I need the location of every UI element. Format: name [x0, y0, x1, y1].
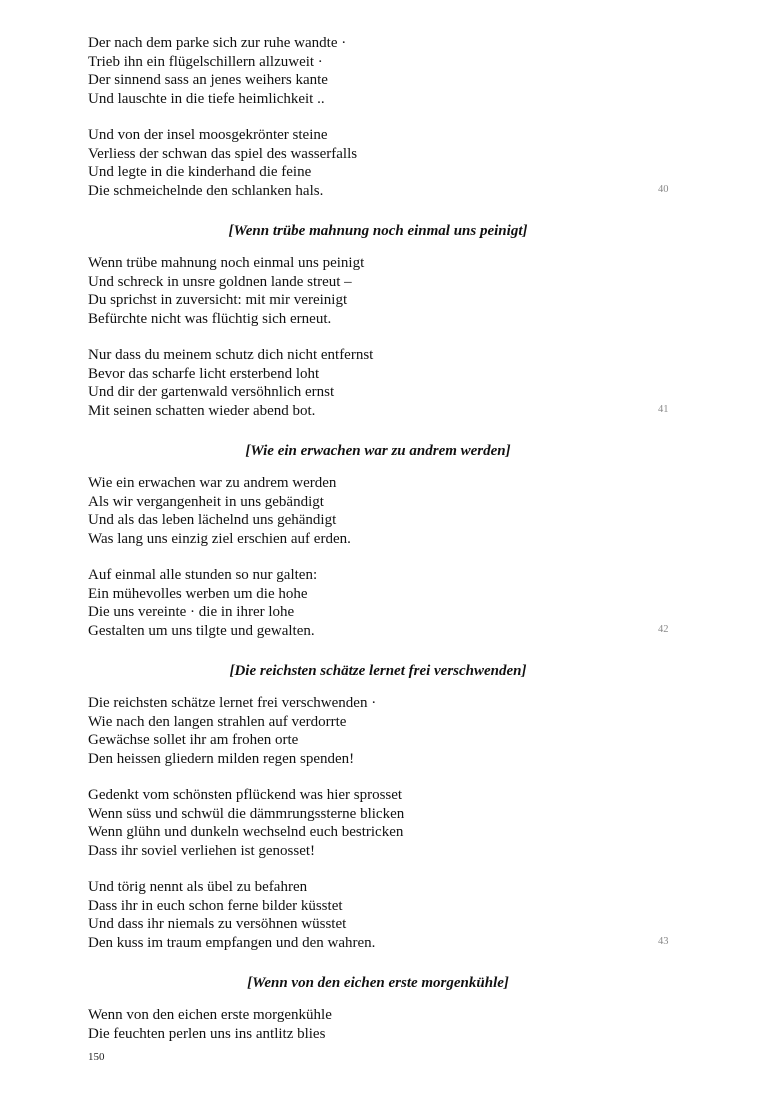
verse-line: Den heissen gliedern milden regen spenden! [88, 750, 355, 767]
verse-line: Der nach dem parke sich zur ruhe wandte · [88, 35, 347, 51]
poem [88, 222, 688, 420]
marginal-number: 42 [658, 623, 669, 635]
verse-line: Und legte in die kinderhand die feine [88, 164, 312, 180]
verse-line: Die schmeichelnde den schlanken hals. [88, 182, 324, 199]
verse-line: Verliess der schwan das spiel des wasserfalls [88, 145, 358, 162]
verse-line: Auf einmal alle stunden so nur galten: [88, 567, 318, 583]
stanza-gap [88, 768, 688, 786]
stanza-gap [88, 328, 688, 346]
verse-line: Ein mühevolles werben um die hohe [88, 585, 308, 602]
verse-line: Und törig nennt als übel zu befahren [88, 879, 308, 895]
stanza [88, 126, 688, 200]
marginal-number: 41 [658, 403, 669, 415]
verse-line: Wie nach den langen strahlen auf verdorrte [88, 713, 347, 730]
verse-line: Den kuss im traum empfangen und den wahren. [88, 934, 376, 951]
verse-line: Wenn glühn und dunkeln wechselnd euch bestricken [88, 824, 404, 840]
stanza-gap [88, 860, 688, 878]
poem [88, 34, 688, 200]
verse-line: Die feuchten perlen uns ins antlitz blies [88, 1025, 326, 1042]
verse-line: Bevor das scharfe licht ersterbend loht [88, 365, 320, 382]
verse-line: Der sinnend sass an jenes weihers kante [88, 72, 328, 88]
verse-line: Wie ein erwachen war zu andrem werden [88, 475, 337, 491]
page-body [88, 34, 688, 1043]
poem-title: [Die reichsten schätze lernet frei verschwenden] [229, 663, 527, 679]
verse-line: Wenn süss und schwül die dämmrungssterne blicken [88, 805, 405, 822]
stanza [88, 474, 688, 548]
stanza-gap [88, 548, 688, 566]
verse-line: Die uns vereinte · die in ihrer lohe [88, 604, 295, 620]
verse-line: Du sprichst in zuversicht: mit mir vereinigt [88, 292, 348, 308]
stanza-gap [88, 108, 688, 126]
stanza [88, 34, 688, 108]
verse-line: Und schreck in unsre goldnen lande streut – [88, 273, 352, 290]
verse-line: Und dir der gartenwald versöhnlich ernst [88, 384, 335, 400]
verse-line: Wenn trübe mahnung noch einmal uns peinigt [88, 255, 365, 271]
verse-line: Mit seinen schatten wieder abend bot. [88, 402, 316, 419]
page-number: 150 [88, 1051, 105, 1063]
stanza [88, 346, 688, 420]
verse-line: Die reichsten schätze lernet frei verschwenden · [88, 695, 377, 711]
verse-line: Und dass ihr niemals zu versöhnen wüsstet [88, 916, 347, 932]
stanza [88, 786, 688, 860]
verse-line: Gewächse sollet ihr am frohen orte [88, 732, 299, 748]
verse-line: Und als das leben lächelnd uns gehändigt [88, 512, 337, 528]
verse-line: Und von der insel moosgekrönter steine [88, 127, 328, 143]
verse-line: Trieb ihn ein flügelschillern allzuweit · [88, 53, 323, 70]
poem [88, 442, 688, 640]
verse-line: Befürchte nicht was flüchtig sich erneut. [88, 310, 332, 327]
verse-line: Gedenkt vom schönsten pflückend was hier sprosset [88, 787, 403, 803]
verse-line: Als wir vergangenheit in uns gebändigt [88, 493, 324, 510]
marginal-number: 40 [658, 183, 669, 195]
stanza [88, 254, 688, 328]
verse-line: Gestalten um uns tilgte und gewalten. [88, 622, 315, 639]
verse-line: Dass ihr in euch schon ferne bilder küsstet [88, 897, 343, 914]
stanza [88, 694, 688, 768]
poem [88, 974, 688, 1043]
verse-line: Dass ihr soviel verliehen ist genosset! [88, 842, 316, 859]
poem-title: [Wenn von den eichen erste morgenkühle] [247, 975, 509, 991]
verse-line: Nur dass du meinem schutz dich nicht entfernst [88, 347, 374, 363]
stanza [88, 878, 688, 952]
poem-title: [Wie ein erwachen war zu andrem werden] [245, 443, 511, 459]
poem-title: [Wenn trübe mahnung noch einmal uns peinigt] [228, 223, 528, 239]
poem [88, 662, 688, 952]
marginal-number: 43 [658, 935, 669, 947]
stanza [88, 566, 688, 640]
stanza [88, 1006, 688, 1043]
verse-line: Wenn von den eichen erste morgenkühle [88, 1007, 332, 1023]
verse-line: Und lauschte in die tiefe heimlichkeit .. [88, 90, 325, 107]
verse-line: Was lang uns einzig ziel erschien auf erden. [88, 530, 351, 547]
